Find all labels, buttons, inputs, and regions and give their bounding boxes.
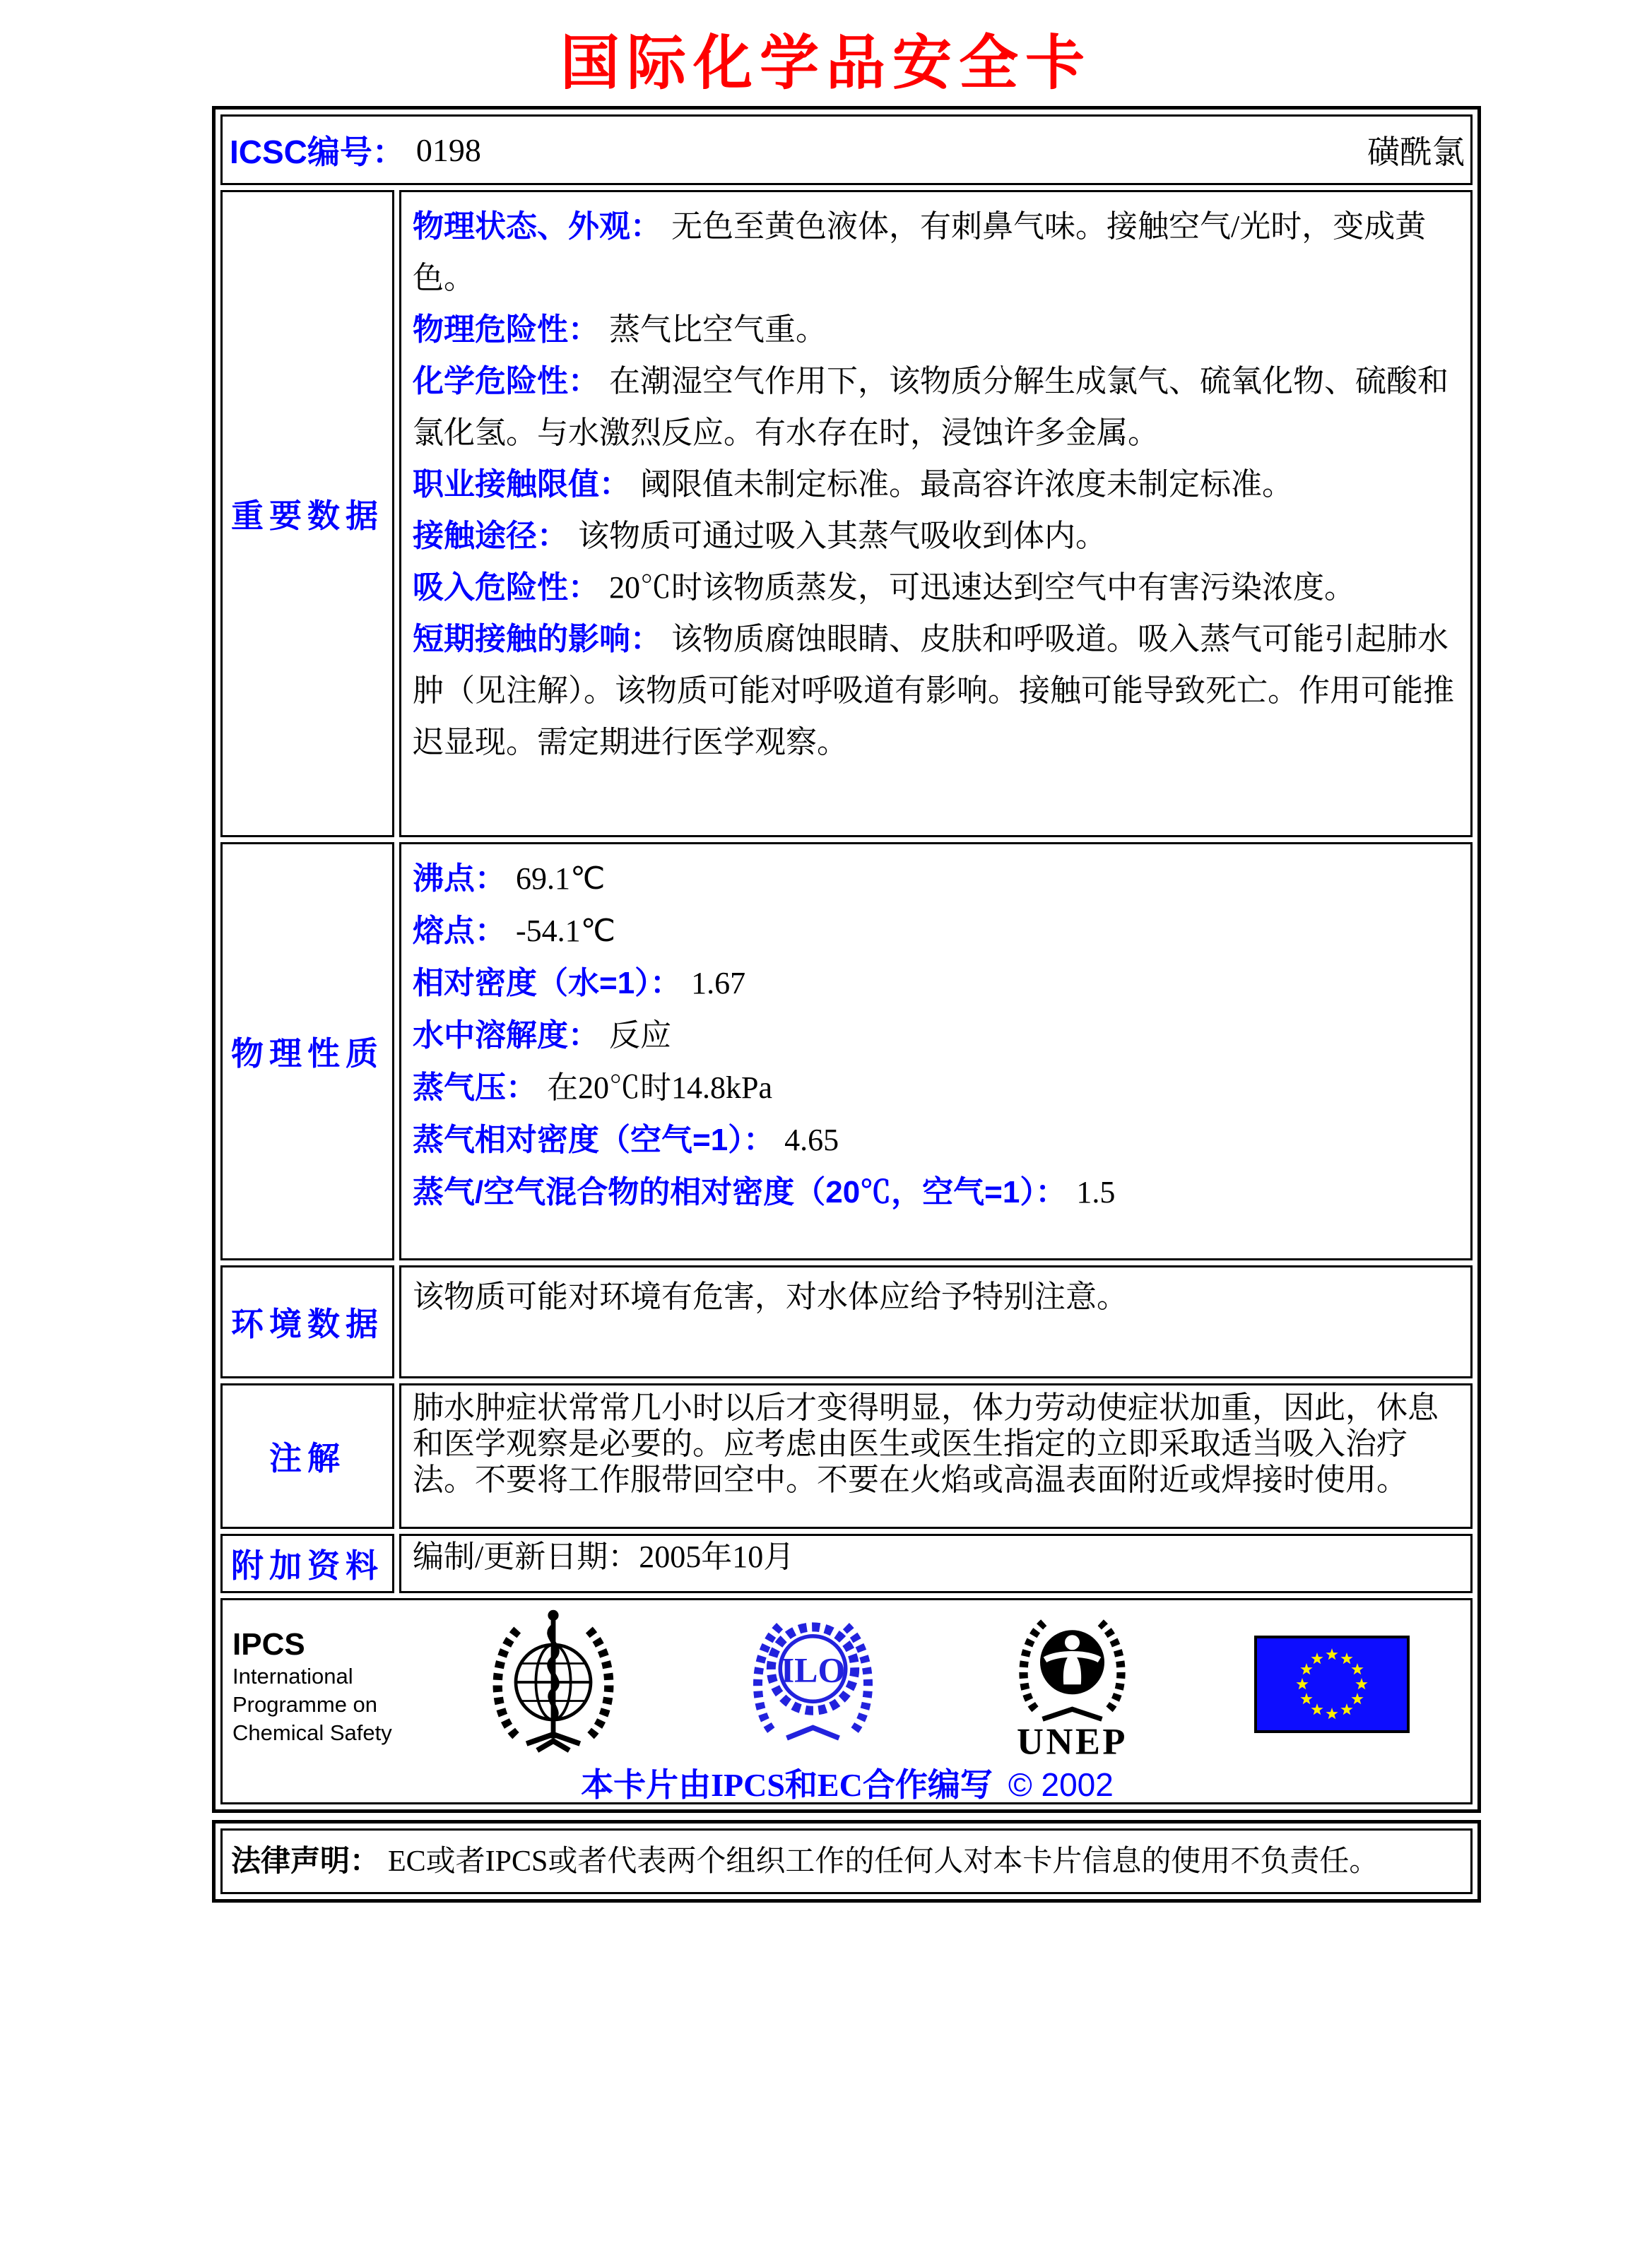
environmental-data-text: 该物质可能对环境有危害，对水体应给予特别注意。 bbox=[413, 1279, 1128, 1314]
data-item bbox=[413, 957, 1459, 1010]
section-label-additional-info: 附加资料 bbox=[220, 1534, 394, 1593]
field-label: 物理状态、外观： bbox=[413, 209, 661, 244]
legal-notice-text: EC或者IPCS或者代表两个组织工作的任何人对本卡片信息的使用不负责任。 bbox=[388, 1845, 1379, 1878]
environmental-data-content bbox=[399, 1265, 1473, 1378]
who-logo-slot bbox=[423, 1607, 683, 1757]
data-item bbox=[413, 459, 1459, 510]
icsc-number-value: 0198 bbox=[415, 131, 481, 168]
ilo-logo-icon bbox=[748, 1607, 878, 1749]
data-item bbox=[413, 853, 1459, 905]
data-item bbox=[413, 355, 1459, 459]
physical-properties-content bbox=[399, 842, 1473, 1260]
field-value: 该物质腐蚀眼睛、皮肤和呼吸道。吸入蒸气可能引起肺水肿（见注解）。该物质可能对呼吸道有影响。接触可能导致死亡。作用可能推迟显现。需定期进行医学观察。 bbox=[413, 622, 1454, 759]
ipcs-line: International bbox=[232, 1664, 353, 1689]
logos-row bbox=[220, 1598, 1473, 1804]
section-label-environmental-data: 环境数据 bbox=[220, 1265, 394, 1378]
physical-properties-row bbox=[220, 842, 1473, 1260]
ipcs-text-block bbox=[232, 1607, 423, 1747]
legal-notice-cell bbox=[220, 1828, 1473, 1894]
additional-info-text: 编制/更新日期：2005年10月 bbox=[413, 1539, 795, 1574]
field-label: 职业接触限值： bbox=[413, 467, 630, 502]
eu-flag-slot bbox=[1203, 1636, 1463, 1733]
field-value: 无色至黄色液体，有刺鼻气味。接触空气/光时，变成黄色。 bbox=[413, 209, 1427, 295]
field-value: 阈限值未制定标准。最高容许浓度未制定标准。 bbox=[640, 467, 1293, 502]
field-label: 水中溶解度： bbox=[413, 1018, 599, 1053]
card-wrapper bbox=[212, 106, 1481, 1903]
legal-notice-table bbox=[212, 1820, 1481, 1903]
unep-logo-slot bbox=[943, 1607, 1203, 1759]
field-label: 蒸气相对密度（空气=1）： bbox=[413, 1123, 775, 1157]
field-label: 熔点： bbox=[413, 914, 506, 948]
field-label: 化学危险性： bbox=[413, 364, 599, 398]
data-item bbox=[413, 1114, 1459, 1166]
data-item bbox=[413, 613, 1459, 768]
caption-text: 本卡片由IPCS和EC合作编写 bbox=[581, 1767, 993, 1803]
section-label-notes: 注解 bbox=[220, 1383, 394, 1529]
header-row bbox=[220, 114, 1473, 185]
data-item bbox=[413, 1062, 1459, 1114]
logos-strip bbox=[232, 1607, 1462, 1759]
chemical-name: 磺酰氯 bbox=[1367, 134, 1465, 170]
unep-wordmark: UNEP bbox=[1017, 1721, 1128, 1759]
field-value: 在潮湿空气作用下，该物质分解生成氯气、硫氧化物、硫酸和氯化氢。与水激烈反应。有水存在时，浸蚀许多金属。 bbox=[413, 364, 1449, 450]
section-label-physical-properties: 物理性质 bbox=[220, 842, 394, 1260]
data-item bbox=[413, 510, 1459, 562]
copyright-text: © 2002 bbox=[1008, 1766, 1114, 1803]
ipcs-line: Chemical Safety bbox=[232, 1720, 392, 1745]
important-data-row bbox=[220, 190, 1473, 837]
section-label-important-data: 重要数据 bbox=[220, 190, 394, 837]
icsc-number-label: ICSC编号： bbox=[230, 134, 405, 170]
who-logo-icon bbox=[486, 1607, 620, 1757]
field-value: 反应 bbox=[609, 1018, 671, 1053]
field-label: 蒸气压： bbox=[413, 1070, 537, 1105]
field-label: 物理危险性： bbox=[413, 312, 599, 347]
additional-info-row bbox=[220, 1534, 1473, 1593]
header-cell bbox=[220, 114, 1473, 185]
page-title: 国际化学品安全卡 bbox=[560, 31, 1092, 97]
field-value: 1.67 bbox=[691, 966, 746, 1000]
data-item bbox=[413, 304, 1459, 355]
field-value: 1.5 bbox=[1076, 1175, 1116, 1210]
field-value: 4.65 bbox=[784, 1123, 839, 1157]
field-value: -54.1℃ bbox=[516, 914, 616, 948]
field-label: 接触途径： bbox=[413, 519, 568, 553]
field-label: 吸入危险性： bbox=[413, 570, 599, 605]
data-item bbox=[413, 1010, 1459, 1062]
field-value: 69.1℃ bbox=[516, 861, 606, 896]
legal-notice-label: 法律声明： bbox=[231, 1844, 380, 1877]
unep-logo-icon bbox=[1010, 1607, 1134, 1759]
field-label: 蒸气/空气混合物的相对密度（20℃，空气=1）： bbox=[413, 1175, 1067, 1210]
data-item bbox=[413, 1166, 1459, 1219]
data-item bbox=[413, 905, 1459, 957]
field-label: 沸点： bbox=[413, 861, 506, 896]
field-label: 短期接触的影响： bbox=[413, 622, 661, 656]
additional-info-content bbox=[399, 1534, 1473, 1593]
notes-content bbox=[399, 1383, 1473, 1529]
important-data-content bbox=[399, 190, 1473, 837]
data-item bbox=[413, 562, 1459, 613]
environmental-data-row bbox=[220, 1265, 1473, 1378]
icsc-card-table bbox=[212, 106, 1481, 1813]
field-label: 相对密度（水=1）： bbox=[413, 966, 682, 1000]
notes-row bbox=[220, 1383, 1473, 1529]
notes-text: 肺水肿症状常常几小时以后才变得明显，体力劳动使症状加重，因此，休息和医学观察是必要的。应考虑由医生或医生指定的立即采取适当吸入治疗法。不要将工作服带回空中。不要在火焰或高温表面附近或焊接时使用。 bbox=[413, 1390, 1439, 1497]
eu-flag-icon bbox=[1254, 1636, 1410, 1733]
ipcs-acronym: IPCS bbox=[232, 1627, 305, 1662]
field-value: 蒸气比空气重。 bbox=[609, 312, 827, 347]
field-value: 该物质可通过吸入其蒸气吸收到体内。 bbox=[578, 519, 1107, 553]
data-item bbox=[413, 201, 1459, 304]
cooperation-caption bbox=[232, 1759, 1462, 1811]
ipcs-line: Programme on bbox=[232, 1692, 378, 1717]
field-value: 20℃时该物质蒸发，可迅速达到空气中有害污染浓度。 bbox=[609, 570, 1355, 605]
ilo-wordmark: ILO bbox=[780, 1650, 846, 1690]
ilo-logo-slot bbox=[683, 1607, 943, 1749]
logos-cell bbox=[220, 1598, 1473, 1804]
field-value: 在20℃时14.8kPa bbox=[547, 1070, 772, 1105]
